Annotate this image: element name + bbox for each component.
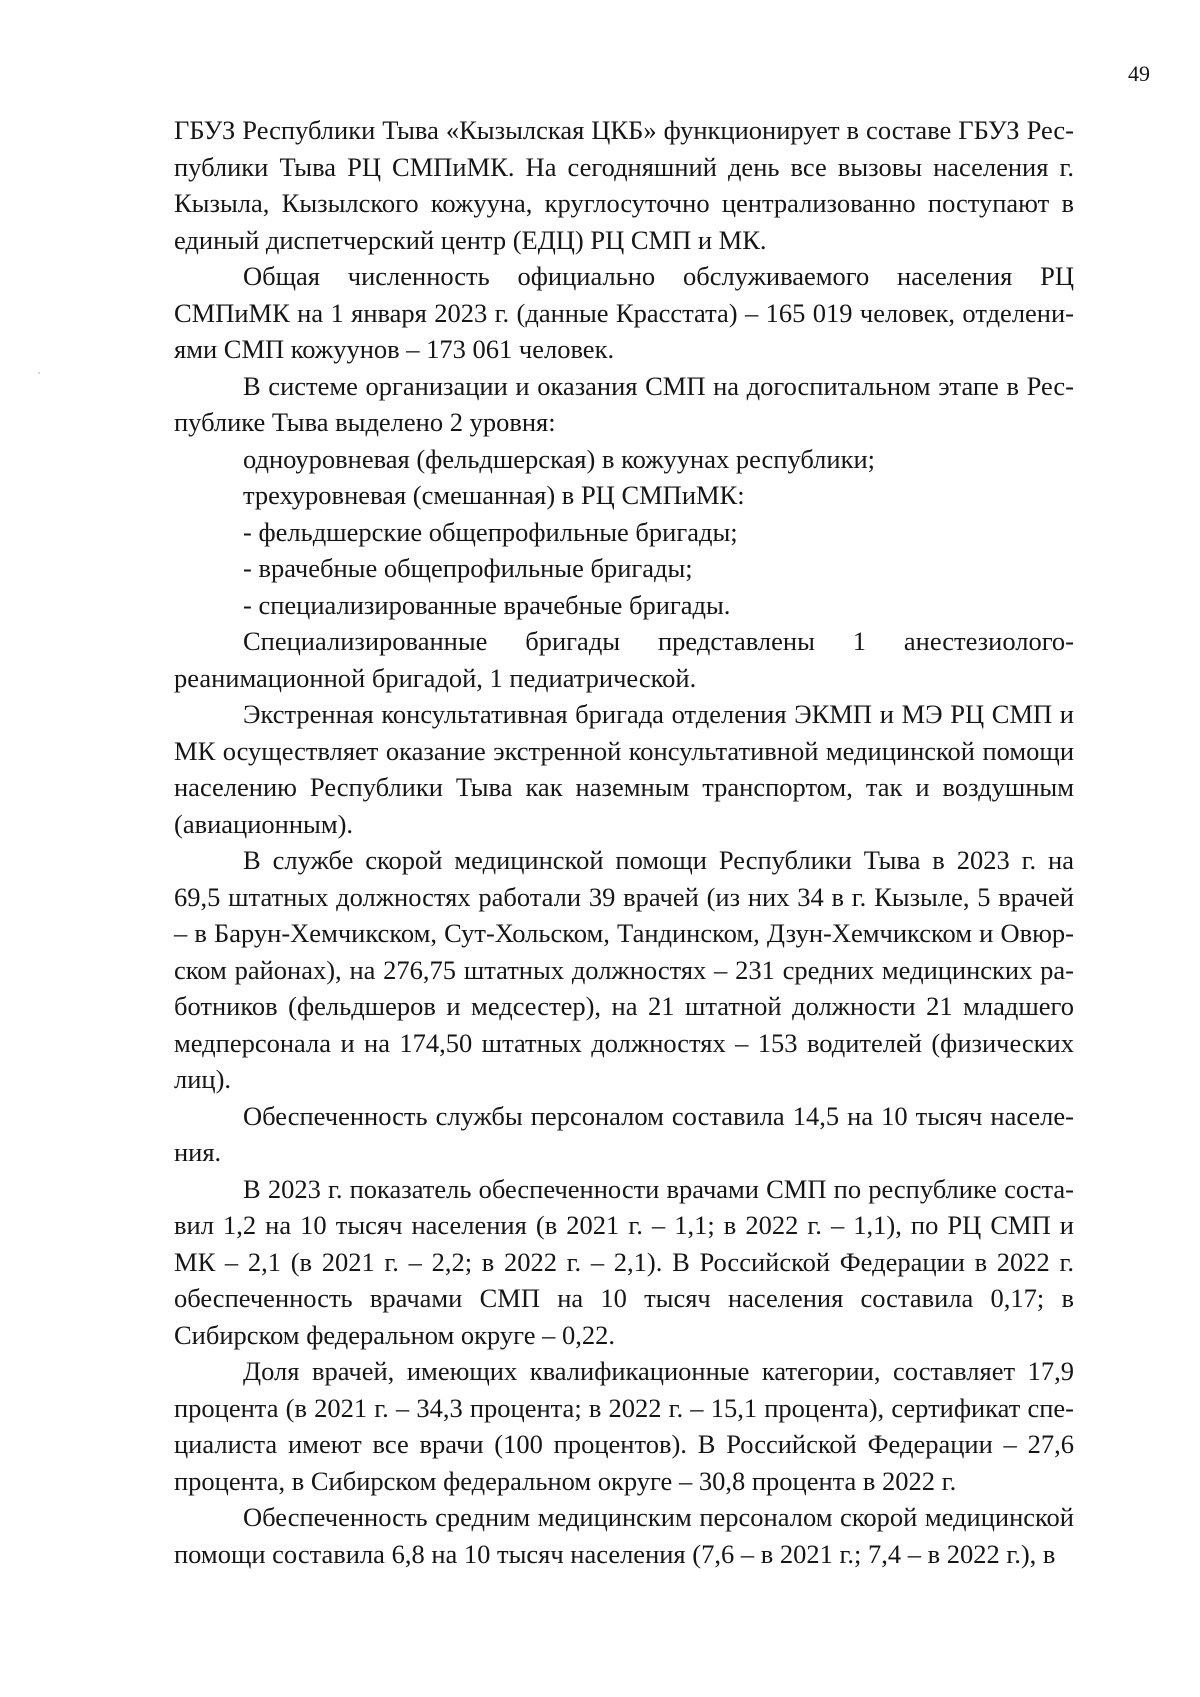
paragraph-population: Общая численность официально обслуживаемого населения РЦ СМПиМК на 1 января 2023 г. (данные Красстата) – 165 019 человек, отделениями СМП кожуунов – 173 061 человек. [174,261,1074,364]
paragraph-staff-ratio: Обеспеченность службы персоналом составила 14,5 на 10 тысяч населения. [174,1100,1074,1167]
scan-artifact [38,372,40,374]
paragraph-nursing-staff: Обеспеченность средним медицинским персоналом скорой медицинской помощи составила 6,8 на 10 тысяч населения (7,6 – в 2021 г.; 7,4 – в 2022 г.), в [174,1502,1074,1569]
paragraph-doctor-ratio: В 2023 г. показатель обеспеченности врачами СМП по республике составил 1,2 на 10 тысяч населения (в 2021 г. – 1,1; в 2022 г. – 1,1), по РЦ СМП и МК – 2,1 (в 2021 г. – 2,2; в 2022 г. – 2,1). В Российской Федерации в 2022 г. обеспеченность врачами СМП на 10 тысяч населения составила 0,17; в Сибирском федеральном округе – 0,22. [174,1173,1074,1350]
paragraph-qualification: Доля врачей, имеющих квалификационные категории, составляет 17,9 процента (в 2021 г. – 34,3 процента; в 2022 г. – 15,1 процента), сертификат специалиста имеют все врачи (100 процентов). В Российской Федерации – 27,6 процента, в Сибирском федеральном округе – 30,8 процента в 2022 г. [174,1356,1074,1496]
document-body [174,112,1074,1572]
list-item-specialized-teams: - специализированные врачебные бригады. [243,589,731,620]
list-item-single-level: одноуровневая (фельдшерская) в кожуунах республики; [243,443,875,474]
paragraph-specialized-teams: Специализированные бригады представлены 1 анестезиолого-реанимационной бригадой, 1 педиатрической. [174,626,1074,693]
paragraph-organization: ГБУЗ Республики Тыва «Кызылская ЦКБ» функционирует в составе ГБУЗ Республики Тыва РЦ СМПиМК. На сегодняшний день все вызовы населения г. Кызыла, Кызылского кожууна, круглосуточно централизованно поступают в единый диспетчерский центр (ЕДЦ) РЦ СМП и МК. [174,115,1074,255]
page-number: 49 [1128,61,1150,86]
paragraph-staffing: В службе скорой медицинской помощи Республики Тыва в 2023 г. на 69,5 штатных должностях работали 39 врачей (из них 34 в г. Кызыле, 5 врачей – в Барун-Хемчикском, Сут-Хольском, Тандинском, Дзун-Хемчикском и Овюрском районах), на 276,75 штатных должностях – 231 средних медицинских работников (фельдшеров и медсестер), на 21 штатной должности 21 младшего медперсонала и на 174,50 штатных должностях – 153 водителей (физических лиц). [174,845,1074,1094]
paragraph-levels-intro: В системе организации и оказания СМП на догоспитальном этапе в Республике Тыва выделено 2 уровня: [174,370,1074,437]
list-item-three-level: трехуровневая (смешанная) в РЦ СМПиМК: [243,480,745,510]
paragraph-emergency-consult: Экстренная консультативная бригада отделения ЭКМП и МЭ РЦ СМП и МК осуществляет оказание экстренной консультативной медицинской помощи населению Республики Тыва как наземным транспортом, так и воздушным (авиационным). [174,699,1074,839]
list-item-doctor-teams: - врачебные общепрофильные бригады; [243,553,693,583]
list-item-paramedic-teams: - фельдшерские общепрофильные бригады; [243,516,738,547]
